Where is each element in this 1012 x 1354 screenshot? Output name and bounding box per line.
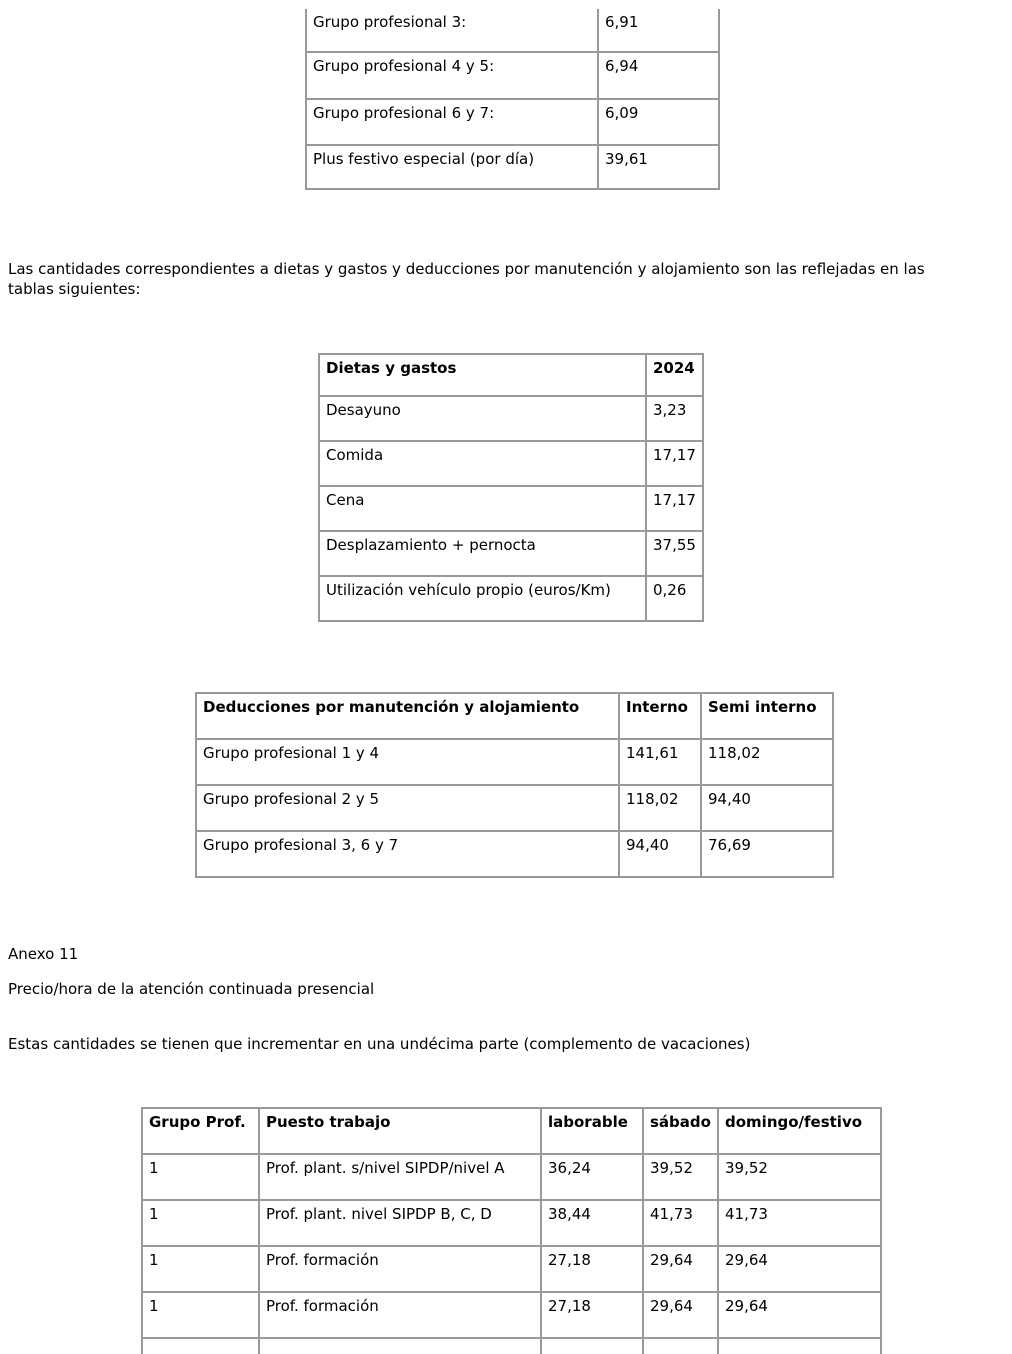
column-header: Semi interno (701, 693, 833, 739)
plus-festivo-table (305, 9, 720, 190)
column-header: domingo/festivo (718, 1108, 881, 1154)
table-cell: 41,73 (643, 1200, 718, 1246)
table-cell: 94,40 (619, 831, 701, 877)
table-row (196, 739, 833, 785)
table-cell: Prof. formación (259, 1292, 541, 1338)
table-cell: 6,91 (598, 9, 719, 52)
table-row (306, 9, 719, 52)
table-cell: 29,64 (718, 1292, 881, 1338)
table-cell: 29,64 (718, 1246, 881, 1292)
table-cell: 41,73 (718, 1200, 881, 1246)
table-row (306, 99, 719, 145)
table-cell: 27,18 (541, 1246, 643, 1292)
table-cell: 38,44 (541, 1200, 643, 1246)
table-cell: 17,17 (646, 486, 703, 531)
column-header: 2024 (646, 354, 703, 396)
table-cell: 1 (142, 1154, 259, 1200)
table-cell: Grupo profesional 6 y 7: (306, 99, 598, 145)
table-cell: 1 (142, 1292, 259, 1338)
table-cell: 27,18 (541, 1292, 643, 1338)
table-cell: 1 (142, 1246, 259, 1292)
precio-hora-table (141, 1107, 882, 1354)
anexo-subtitle: Precio/hora de la atención continuada presencial (8, 980, 375, 998)
table-header-row (196, 693, 833, 739)
table-cell: 6,09 (598, 99, 719, 145)
table-cell: Desayuno (319, 396, 646, 441)
table-cell: 36,24 (541, 1154, 643, 1200)
table-cell: Grupo profesional 3, 6 y 7 (196, 831, 619, 877)
table-row (319, 576, 703, 621)
table-header-row (142, 1108, 881, 1154)
table-row (142, 1200, 881, 1246)
table-cell: Comida (319, 441, 646, 486)
table-cell: 118,02 (619, 785, 701, 831)
table-cell: 1 (142, 1200, 259, 1246)
vacaciones-note-wrapper (8, 1034, 968, 1054)
column-header: Grupo Prof. (142, 1108, 259, 1154)
anexo-title: Anexo 11 (8, 945, 79, 963)
vacaciones-note: Estas cantidades se tienen que incrementar en una undécima parte (complemento de vacaciones) (8, 1035, 751, 1053)
deducciones-table (195, 692, 834, 878)
deducciones-table-wrapper (195, 692, 834, 878)
table-row (306, 52, 719, 99)
dietas-table (318, 353, 704, 622)
table-row (142, 1338, 881, 1354)
table-cell: 94,40 (701, 785, 833, 831)
table-cell: Plus festivo especial (por día) (306, 145, 598, 189)
table-cell: 6,94 (598, 52, 719, 99)
table-cell: 17,17 (646, 441, 703, 486)
table-row (142, 1292, 881, 1338)
anexo-subtitle-wrapper (8, 979, 374, 999)
table-cell: Utilización vehículo propio (euros/Km) (319, 576, 646, 621)
table-cell: Grupo profesional 2 y 5 (196, 785, 619, 831)
table-cell (541, 1338, 643, 1354)
table-cell: 39,52 (718, 1154, 881, 1200)
table-cell: Prof. formación (259, 1246, 541, 1292)
dietas-table-wrapper (318, 353, 704, 622)
column-header: Dietas y gastos (319, 354, 646, 396)
table-row (196, 831, 833, 877)
table-cell: Prof. plant. nivel SIPDP B, C, D (259, 1200, 541, 1246)
table-cell: 39,61 (598, 145, 719, 189)
intro-paragraph: Las cantidades correspondientes a dietas y gastos y deducciones por manutención y alojamiento son las reflejadas en las tablas siguientes: (8, 260, 925, 298)
table-row (319, 531, 703, 576)
table-cell: 0,26 (646, 576, 703, 621)
table-cell: 37,55 (646, 531, 703, 576)
table-cell: Desplazamiento + pernocta (319, 531, 646, 576)
precio-hora-table-wrapper (141, 1107, 882, 1354)
table-header-row (319, 354, 703, 396)
table-row (306, 145, 719, 189)
column-header: Puesto trabajo (259, 1108, 541, 1154)
table-row (142, 1246, 881, 1292)
intro-paragraph-wrapper (8, 259, 968, 299)
table-cell: Cena (319, 486, 646, 531)
table-cell (259, 1338, 541, 1354)
column-header: Deducciones por manutención y alojamiento (196, 693, 619, 739)
table-cell: Grupo profesional 4 y 5: (306, 52, 598, 99)
table-row (319, 486, 703, 531)
table-row (142, 1154, 881, 1200)
column-header: Interno (619, 693, 701, 739)
table-cell: 29,64 (643, 1246, 718, 1292)
anexo-title-wrapper (8, 944, 78, 964)
table-cell (718, 1338, 881, 1354)
table-cell: 118,02 (701, 739, 833, 785)
table-row (319, 396, 703, 441)
table-cell: Grupo profesional 3: (306, 9, 598, 52)
column-header: sábado (643, 1108, 718, 1154)
table-cell: 3,23 (646, 396, 703, 441)
table-row (196, 785, 833, 831)
plus-festivo-table-wrapper (305, 9, 720, 190)
table-cell: 39,52 (643, 1154, 718, 1200)
table-row (319, 441, 703, 486)
table-cell (643, 1338, 718, 1354)
table-cell: 29,64 (643, 1292, 718, 1338)
table-cell: Grupo profesional 1 y 4 (196, 739, 619, 785)
table-cell: 141,61 (619, 739, 701, 785)
table-cell (142, 1338, 259, 1354)
table-cell: Prof. plant. s/nivel SIPDP/nivel A (259, 1154, 541, 1200)
table-cell: 76,69 (701, 831, 833, 877)
column-header: laborable (541, 1108, 643, 1154)
